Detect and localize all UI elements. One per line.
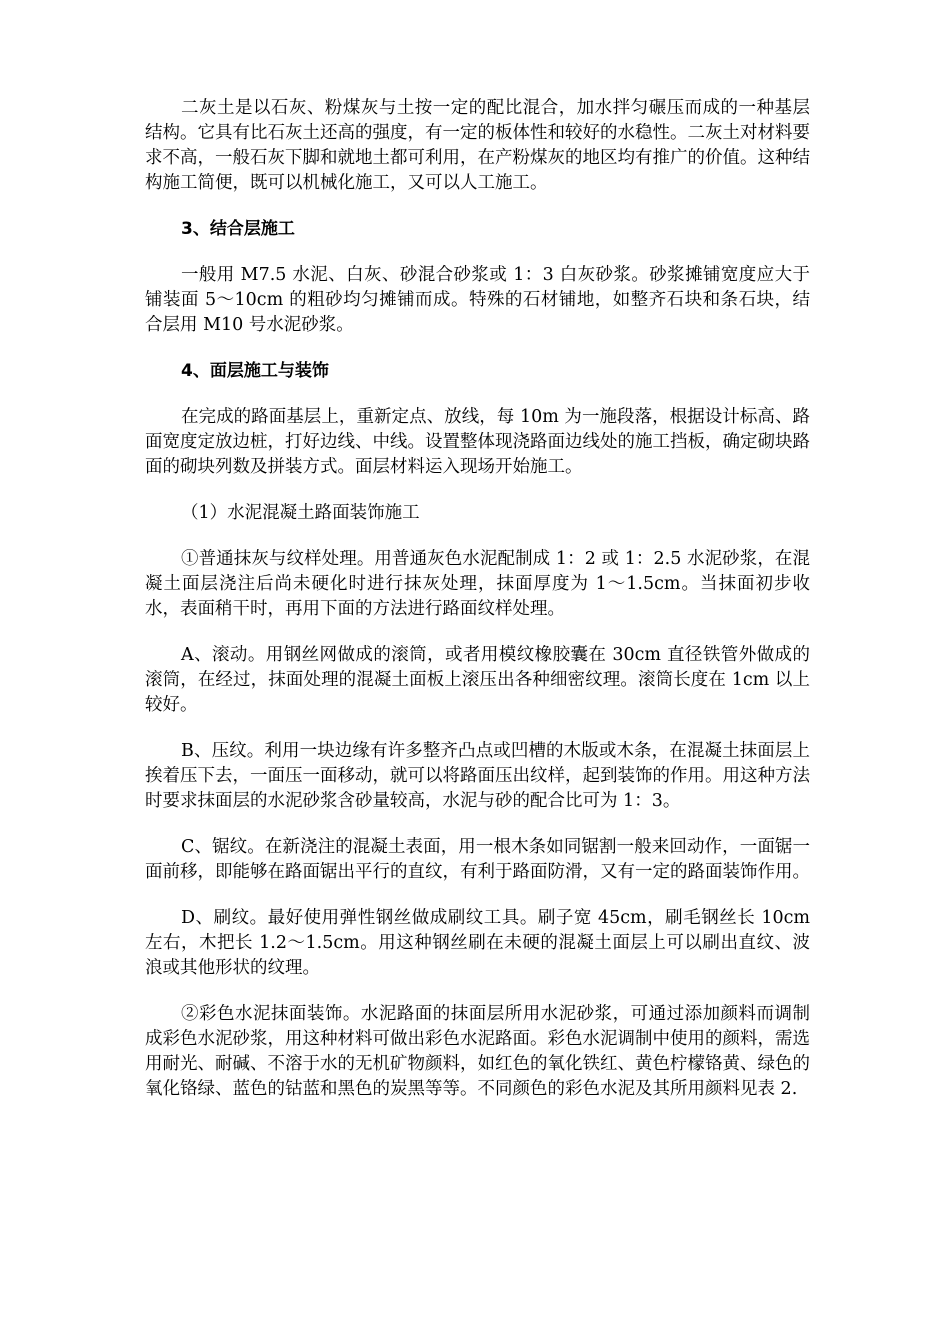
paragraph-surface-layer: 在完成的路面基层上，重新定点、放线，每 10m 为一施段落，根据设计标高、路面宽度定放边桩，打好边线、中线。设置整体现浇路面边线处的施工挡板，确定砌块路面的砌块列数及拼装方式。面层材料运入现场开始施工。	[145, 407, 810, 477]
paragraph-plastering: ①普通抹灰与纹样处理。用普通灰色水泥配制成 1：2 或 1：2.5 水泥砂浆，在混凝土面层浇注后尚未硬化时进行抹灰处理，抹面厚度为 1～1.5cm。当抹面初步收水，表面稍干时，再用下面的方法进行路面纹样处理。	[145, 549, 810, 619]
section-heading-bonding-layer: 3、结合层施工	[181, 219, 295, 239]
paragraph-erhuitu: 二灰土是以石灰、粉煤灰与土按一定的配比混合，加水拌匀碾压而成的一种基层结构。它具有比石灰土还高的强度，有一定的板体性和较好的水稳性。二灰土对材料要求不高，一般石灰下脚和就地土都可利用，在产粉煤灰的地区均有推广的价值。这种结构施工简便，既可以机械化施工，又可以人工施工。	[145, 98, 810, 193]
paragraph-sawing: C、锯纹。在新浇注的混凝土表面，用一根木条如同锯割一般来回动作，一面锯一面前移，即能够在路面锯出平行的直纹，有利于路面防滑，又有一定的路面装饰作用。	[145, 837, 810, 882]
paragraph-rolling: A、滚动。用钢丝网做成的滚筒，或者用模纹橡胶囊在 30cm 直径铁管外做成的滚筒，在经过，抹面处理的混凝土面板上滚压出各种细密纹理。滚筒长度在 1cm 以上较好。	[145, 645, 810, 715]
subheading-cement-concrete: （1）水泥混凝土路面装饰施工	[181, 503, 420, 523]
document-body	[145, 96, 810, 1123]
paragraph-brushing: D、刷纹。最好使用弹性钢丝做成刷纹工具。刷子宽 45cm，刷毛钢丝长 10cm 左右，木把长 1.2～1.5cm。用这种钢丝刷在未硬的混凝土面层上可以刷出直纹、波浪或其他形状的纹理。	[145, 908, 810, 978]
paragraph-colored-cement: ②彩色水泥抹面装饰。水泥路面的抹面层所用水泥砂浆，可通过添加颜料而调制成彩色水泥砂浆，用这种材料可做出彩色水泥路面。彩色水泥调制中使用的颜料，需选用耐光、耐碱、不溶于水的无机矿物颜料，如红色的氧化铁红、黄色柠檬铬黄、绿色的氧化铬绿、蓝色的钴蓝和黑色的炭黑等等。不同颜色的彩色水泥及其所用颜料见表 2.	[145, 1004, 810, 1099]
section-heading-surface-layer: 4、面层施工与装饰	[181, 361, 329, 381]
paragraph-pressing: B、压纹。利用一块边缘有许多整齐凸点或凹槽的木版或木条，在混凝土抹面层上挨着压下去，一面压一面移动，就可以将路面压出纹样，起到装饰的作用。用这种方法时要求抹面层的水泥砂浆含砂量较高，水泥与砂的配合比可为 1：3。	[145, 741, 810, 811]
paragraph-bonding-layer: 一般用 M7.5 水泥、白灰、砂混合砂浆或 1：3 白灰砂浆。砂浆摊铺宽度应大于铺装面 5～10cm 的粗砂均匀摊铺而成。特殊的石材铺地，如整齐石块和条石块，结合层用 M10 号水泥砂浆。	[145, 265, 810, 335]
